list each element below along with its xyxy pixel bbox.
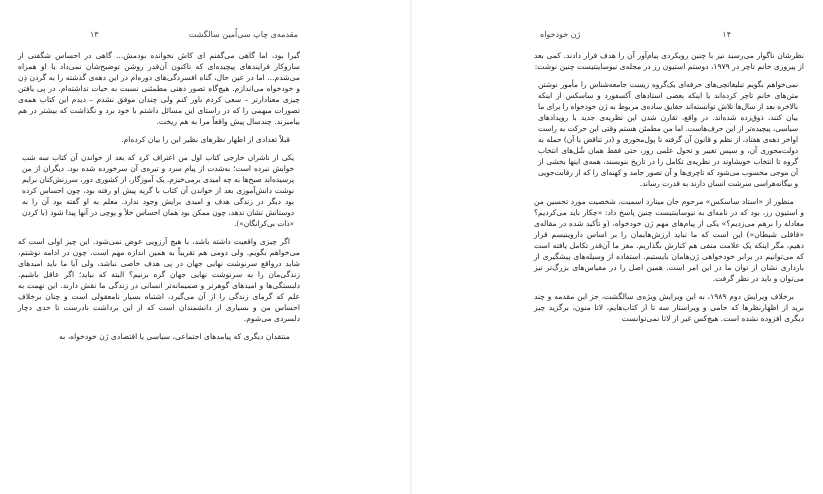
- block-quote: یکی از ناشران خارجی کتاب اول من اعتراف کرد که بعد از خواندن آن کتاب سه شب خوابش نبرده است؛ به‌شدت از پیام سرد و تیره‌ی آن سرخورده شده بود. دیگران از من پرسیده‌اند صبح‌ها به چه امیدی برمی‌خیزم. یک آموزگار، از کشوری دور، سرزنش‌کنان برایم نوشت دانش‌آموزی بعد از خواندن آن کتاب با گریه پیش او رفته بود، چون احساس کرده بود دیگر در زندگی هدف و امیدی برایش وجود ندارد. معلم به او گفته بود آن را به دوستانش نشان ندهد، چون ممکن بود همان احساس خلأ و پوچی در آنها پیدا شود (با کردن «ذات بی‌کرانگان»).: [22, 153, 294, 228]
- paragraph: برخلاف ویرایش دوم ۱۹۸۹، به این ویرایش ویژه‌ی سالگشت، جز این مقدمه و چند برید از اظهارنظرها که حامی و ویراستار سه تا از کتاب‌هایم، لاتا منون، برگزید چیز دیگری افزوده نشده است. هیچ‌کس غیر از لاتا نمی‌توانست: [534, 292, 804, 323]
- left-page-body: [18, 50, 300, 349]
- right-page: [412, 0, 823, 494]
- paragraph: نظرشان ناگوار می‌رسید نیز با چنین رویکردی پیام‌آور آن را هدف قرار دادند. کمی بعد از پیروزی خانم تاچر در ۱۹۷۹، دوستم استیون رز در مجله‌ی نیو‌ساینتیست چنین نوشت:: [534, 51, 804, 71]
- right-page-body: [534, 50, 804, 331]
- paragraph: منتقدان دیگری که پیامدهای اجتماعی، سیاسی یا اقتصادی ژن خودخواه، به: [59, 332, 290, 341]
- page-number: ۱۴: [722, 30, 731, 39]
- running-title: مقدمه‌ی چاپ سی‌اُمین سالگشت: [188, 30, 298, 39]
- left-page: [0, 0, 410, 494]
- page-number: ۱۳: [90, 30, 99, 39]
- paragraph: قبلاً تعدادی از اظهار نظرهای نظیر این را بیان کرده‌ام.: [121, 135, 290, 144]
- paragraph: منظور از «استاد ساسکس» مرحوم جان مینارد اسمیت، شخصیت مورد تحسین من و استیون رز، بود که در نامه‌ای به نیوساینتیست چنین پاسخ داد: «چکار باید می‌کردیم؟ معادله را برهم می‌زدیم؟» یکی از پیام‌های مهم ژن خودخواه، (و تأکید شده در مقاله‌ی «قافلی شیطان») این است که ما نباید ارزش‌هایمان را بر اساس داروینیسم قرار دهیم، مگر اینکه یک علامت منفی هم کنارش بگذاریم. مغز ما آن‌قدر تکامل یافته است که می‌توانیم در برابر خودخواهی ژن‌هامان بایستیم. استفاده از وسیله‌های پیشگیری از بارداری نشان از توان ما در این امر است. همین اصل را در مقیاس‌های بزرگ‌تر نیز می‌توان و باید در نظر گرفت.: [534, 197, 804, 283]
- paragraph: گیرا بود، اما گاهی می‌گفتم ای کاش نخوانده بودمش... گاهی در احساس شگفتی از سازوکار فرایندهای پیچیده‌ای که تاکنون آن‌قدر روشن توضیح‌شان نمی‌داد یا او همراه می‌شدم... اما در عین حال، گناه افسردگی‌های دوره‌ام در این دهه‌ی گذشته را به گردن ذِن و خودخواه می‌اندازم. هیچ‌گاه تصور ذهنی مطمئنی نسبت به حیات نداشته‌ام. در پی یافتن چیزی معنادارتر – سعی کردم باور کنم ولی چندان موفق نشدم – دیدم این کتاب همه‌ی تصورات مبهمی را که در راستای این مسائل داشتم با خود برد و نگذاشت که بیشتر در هم بیامیزند. چندسال پیش واقعاً مرا به هم ریخت.: [18, 51, 300, 126]
- paragraph: اگر چیزی واقعیت داشته باشد، با هیچ آرزویی عوض نمی‌شود. این چیز اولی است که می‌خواهم بگویم. ولی دومی هم تقریباً به همین اندازه مهم است. چون در ادامه نوشتم، شاید درواقع سرنوشت نهایی جهان در پی هدف خاصی نباشد، ولی آیا ما باید امیدهای زندگی‌مان را به سرنوشت نهایی جهان گره بزنیم؟ البته که نباید؛ اگر عاقل باشیم. دلبستگی‌ها و امیدهای گوهرتر و صمیمانه‌تر انسانی در زندگی ما نقش دارند. این تهمت به علم که گرمای زندگی را از آن می‌گیرد، اشتباه بسیار نامعقولی است و چنان برخلاف احساس من و بسیاری از دانشمندان است که از این برداشت نادرست تا حدی دچار دلسردی می‌شوم.: [18, 237, 300, 323]
- running-title: ژن خودخواه: [540, 30, 581, 39]
- block-quote: نمی‌خواهم بگویم تبلیغاتچی‌های حرفه‌ای یک‌گروه زیست جامعه‌شناس را مأمور نوشتن متن‌های خانم تاچر کرده‌اند یا اینکه بعضی استادهای آکسفورد و ساسکس از اینکه بالاخره بعد از سال‌ها تلاش توانسته‌اند حقایق ساده‌ی مربوط به ژن خودخواه را برای ما بیان کنند، ذوق‌زده شده‌اند. در واقع، تقارن شدن این نظریه‌ی جدید با رویدادهای سیاسی، پیچیده‌تر از این حرف‌هاست. اما من مطمئن هستم وقتی این حرکت به راست اواخر دهه‌ی هفتاد، از نظم و قانون آن گرفته تا پول‌محوری و (در تناقض با آن) حمله به دولت‌محوری آن، و سپس تغییر و تحول علمی روز، حتی فقط همان شُل‌های انتخاب گروه تا انتخاب خویشاوند در نظریه‌ی تکامل را در تاریخ بنویسند، همه‌ی اینها بخشی از آن موجی محسوب می‌شود که تاچری‌ها و آن تصور جامد و کهنه‌ای را که از رقابت‌جویی و بیگانه‌هراسی سرشت انسان دارند به قدرت رساند.: [538, 80, 798, 188]
